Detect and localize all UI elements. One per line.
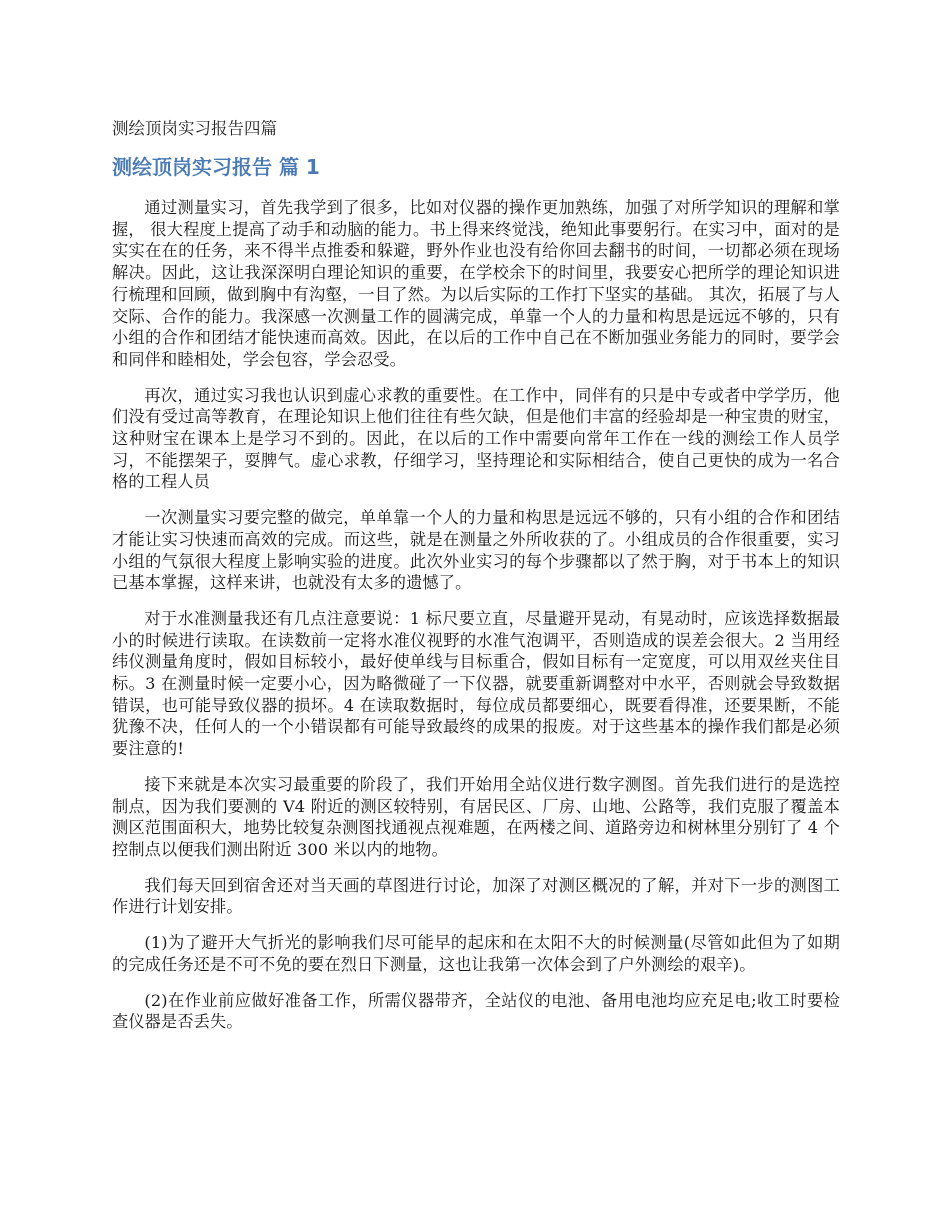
paragraph-3: 一次测量实习要完整的做完，单单靠一个人的力量和构思是远远不够的，只有小组的合作和团结才能让实习快速而高效的完成。而这些，就是在测量之外所收获的了。小组成员的合作很重要，实习小组的气氛很大程度上影响实验的进度。此次外业实习的每个步骤都以了然于胸，对于书本上的知识已基本掌握，这样来讲，也就没有太多的遗憾了。 [112,508,840,593]
document-title: 测绘顶岗实习报告四篇 [112,119,277,138]
paragraph-8: (2)在作业前应做好准备工作，所需仪器带齐，全站仪的电池、备用电池均应充足电;收工时要检查仪器是否丢失。 [112,990,840,1032]
document-page [112,118,840,1047]
paragraph-7: (1)为了避开大气折光的影响我们尽可能早的起床和在太阳不大的时候测量(尽管如此但为了如期的完成任务还是不可不免的要在烈日下测量，这也让我第一次体会到了户外测绘的艰辛)。 [112,933,840,974]
paragraph-5: 接下来就是本次实习最重要的阶段了，我们开始用全站仪进行数字测图。首先我们进行的是选控制点，因为我们要测的 V4 附近的测区较特别，有居民区、厂房、山地、公路等，我们克服了覆盖本测区范围面积大，地势比较复杂测图找通视点视难题，在两楼之间、道路旁边和树林里分别钉了 4 个控制点以便我们测出附近 300 米以内的地物。 [112,774,840,859]
paragraph-6: 我们每天回到宿舍还对当天画的草图进行讨论，加深了对测区概况的了解，并对下一步的测图工作进行计划安排。 [112,875,840,917]
paragraph-4: 对于水准测量我还有几点注意要说：1 标尺要立直，尽量避开晃动，有晃动时，应该选择数据最小的时候进行读取。在读数前一定将水准仪视野的水准气泡调平，否则造成的误差会很大。2 当用经纬仪测量角度时，假如目标较小，最好使单线与目标重合，假如目标有一定宽度，可以用双丝夹住目标。3 在测量时候一定要小心，因为略微碰了一下仪器，就要重新调整对中水平，否则就会导致数据错误，也可能导致仪器的损坏。4 在读取数据时，每位成员都要细心，既要看得准，还要果断，不能犹豫不决，任何人的一个小错误都有可能导致最终的成果的报废。对于这些基本的操作我们都是必须要注意的! [112,608,840,759]
paragraph-2: 再次，通过实习我也认识到虚心求教的重要性。在工作中，同伴有的只是中专或者中学学历，他们没有受过高等教育，在理论知识上他们往往有些欠缺，但是他们丰富的经验却是一种宝贵的财宝，这种财宝在课本上是学习不到的。因此，在以后的工作中需要向常年工作在一线的测绘工作人员学习，不能摆架子，耍脾气。虚心求教，仔细学习，坚持理论和实际相结合，使自己更快的成为一名合格的工程人员 [112,385,840,492]
paragraph-1: 通过测量实习，首先我学到了很多，比如对仪器的操作更加熟练，加强了对所学知识的理解和掌握， 很大程度上提高了动手和动脑的能力。书上得来终觉浅，绝知此事要躬行。在实习中，面对的是实实在在的任务，来不得半点推委和躲避，野外作业也没有给你回去翻书的时间，一切都必须在现场解决。因此，这让我深深明白理论知识的重要，在学校余下的时间里，我要安心把所学的理论知识进行梳理和回顾，做到胸中有沟壑，一目了然。为以后实际的工作打下坚实的基础。 其次，拓展了与人交际、合作的能力。我深感一次测量工作的圆满完成，单靠一个人的力量和构思是远远不够的，只有小组的合作和团结才能快速而高效。因此，在以后的工作中自己在不断加强业务能力的同时，要学会和同伴和睦相处，学会包容，学会忍受。 [112,198,840,369]
section-heading: 测绘顶岗实习报告 篇 1 [112,155,320,179]
